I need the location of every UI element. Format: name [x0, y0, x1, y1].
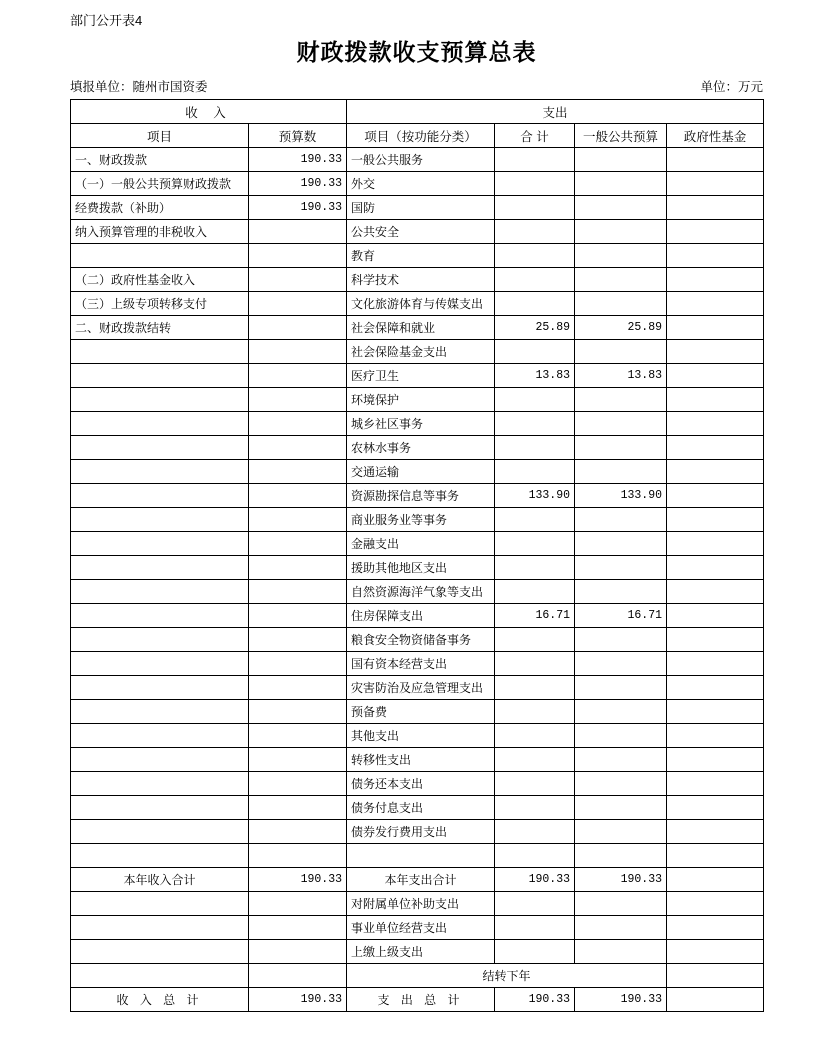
income-value-cell	[249, 724, 347, 748]
expense-fund-cell	[667, 340, 764, 364]
expense-fund-cell	[667, 244, 764, 268]
income-value-cell	[249, 772, 347, 796]
table-row	[71, 172, 764, 196]
income-item-cell	[71, 796, 249, 820]
group-header-row	[71, 100, 764, 124]
expense-item-cell: 文化旅游体育与传媒支出	[347, 292, 495, 316]
table-row	[71, 628, 764, 652]
expense-total-cell	[495, 676, 575, 700]
income-item-cell: （二）政府性基金收入	[71, 268, 249, 292]
expense-total-cell	[495, 460, 575, 484]
income-value-cell	[249, 508, 347, 532]
expense-item-cell: 援助其他地区支出	[347, 556, 495, 580]
income-value-cell	[249, 268, 347, 292]
table-row	[71, 508, 764, 532]
col-income-item: 项目	[71, 124, 249, 148]
expense-general-cell	[575, 292, 667, 316]
table-row	[71, 700, 764, 724]
expense-total-cell	[495, 532, 575, 556]
income-item-cell	[71, 724, 249, 748]
expense-fund-cell	[667, 628, 764, 652]
expense-total-cell	[495, 628, 575, 652]
expense-total-cell	[495, 268, 575, 292]
income-item-cell	[71, 700, 249, 724]
expense-item-cell: 农林水事务	[347, 436, 495, 460]
expense-total-cell	[495, 724, 575, 748]
expense-total-cell: 133.90	[495, 484, 575, 508]
expense-fund-cell	[667, 772, 764, 796]
income-item-cell	[71, 484, 249, 508]
table-row	[71, 364, 764, 388]
table-row	[71, 340, 764, 364]
income-item-cell: 纳入预算管理的非税收入	[71, 220, 249, 244]
expense-fund-cell	[667, 436, 764, 460]
income-total-value: 190.33	[249, 988, 347, 1012]
table-row	[71, 676, 764, 700]
expense-item-cell: 交通运输	[347, 460, 495, 484]
table-row	[71, 388, 764, 412]
income-item-cell	[71, 508, 249, 532]
expense-total-cell	[495, 580, 575, 604]
expense-total-cell	[495, 940, 575, 964]
expense-total-cell: 190.33	[495, 868, 575, 892]
expense-fund-cell	[667, 676, 764, 700]
expense-fund-cell	[667, 724, 764, 748]
expense-total-cell	[495, 892, 575, 916]
expense-fund-cell	[667, 940, 764, 964]
income-value-cell: 190.33	[249, 172, 347, 196]
income-value-cell	[249, 844, 347, 868]
column-header-row	[71, 124, 764, 148]
expense-item-cell: 城乡社区事务	[347, 412, 495, 436]
table-row	[71, 796, 764, 820]
expense-total-cell	[495, 172, 575, 196]
table-body	[71, 148, 764, 1012]
expense-total-cell	[495, 388, 575, 412]
income-item-cell	[71, 676, 249, 700]
expense-fund-cell	[667, 316, 764, 340]
expense-total-cell	[495, 508, 575, 532]
income-total-label: 收 入 总 计	[71, 988, 249, 1012]
income-value-cell	[249, 748, 347, 772]
income-item-cell	[71, 388, 249, 412]
income-item-cell	[71, 244, 249, 268]
expense-general-cell	[575, 556, 667, 580]
expense-fund-cell	[667, 868, 764, 892]
expense-general-cell	[575, 748, 667, 772]
expense-general-cell	[575, 892, 667, 916]
income-item-cell: 经费拨款（补助）	[71, 196, 249, 220]
income-item-cell	[71, 460, 249, 484]
income-item-cell	[71, 892, 249, 916]
income-value-cell	[249, 700, 347, 724]
expense-general-cell	[575, 820, 667, 844]
expense-general-cell	[575, 508, 667, 532]
expense-item-cell: 资源勘探信息等事务	[347, 484, 495, 508]
expense-total-cell: 13.83	[495, 364, 575, 388]
table-head	[71, 100, 764, 148]
expense-fund-cell	[667, 916, 764, 940]
expense-item-cell: 金融支出	[347, 532, 495, 556]
expense-fund-cell	[667, 748, 764, 772]
expense-total-cell: 16.71	[495, 604, 575, 628]
expense-total-value: 190.33	[495, 988, 575, 1012]
expense-total-cell	[495, 220, 575, 244]
expense-total-cell	[495, 412, 575, 436]
income-value-cell	[249, 436, 347, 460]
income-value-cell	[249, 244, 347, 268]
expense-fund-cell	[667, 604, 764, 628]
expense-fund-cell	[667, 364, 764, 388]
expense-total-cell	[495, 772, 575, 796]
expense-item-cell: 粮食安全物资储备事务	[347, 628, 495, 652]
table-row	[71, 748, 764, 772]
income-value-cell	[249, 676, 347, 700]
expense-fund-cell	[667, 508, 764, 532]
expense-fund-cell	[667, 292, 764, 316]
expense-item-cell: 转移性支出	[347, 748, 495, 772]
income-item-cell	[71, 916, 249, 940]
expense-fund-cell	[667, 268, 764, 292]
expense-item-cell: 债券发行费用支出	[347, 820, 495, 844]
table-row	[71, 532, 764, 556]
expenditure-group-header: 支出	[347, 100, 764, 124]
expense-fund-cell	[667, 652, 764, 676]
income-value-cell	[249, 796, 347, 820]
expense-item-cell: 事业单位经营支出	[347, 916, 495, 940]
expense-fund-cell	[667, 220, 764, 244]
income-item-cell: 本年收入合计	[71, 868, 249, 892]
expense-item-cell: 住房保障支出	[347, 604, 495, 628]
expense-fund-cell	[667, 412, 764, 436]
expense-general-cell	[575, 724, 667, 748]
expense-total-cell	[495, 292, 575, 316]
expense-general-cell	[575, 196, 667, 220]
budget-table	[70, 99, 764, 1012]
expense-general-cell: 16.71	[575, 604, 667, 628]
expense-total-cell	[495, 556, 575, 580]
page-title: 财政拨款收支预算总表	[296, 40, 537, 65]
income-value-cell	[249, 484, 347, 508]
expense-total-cell	[495, 796, 575, 820]
expense-total-cell	[495, 244, 575, 268]
income-value-cell	[249, 388, 347, 412]
expense-fund-cell	[667, 532, 764, 556]
income-value-cell	[249, 412, 347, 436]
expense-item-cell: 对附属单位补助支出	[347, 892, 495, 916]
income-value-cell	[249, 652, 347, 676]
table-row	[71, 652, 764, 676]
income-value-cell: 190.33	[249, 868, 347, 892]
income-item-cell: （三）上级专项转移支付	[71, 292, 249, 316]
expense-fund-cell	[667, 460, 764, 484]
income-value-cell	[249, 340, 347, 364]
expense-item-cell: 科学技术	[347, 268, 495, 292]
table-row	[71, 220, 764, 244]
expense-item-cell: 预备费	[347, 700, 495, 724]
expense-item-cell: 本年支出合计	[347, 868, 495, 892]
col-expense-fund: 政府性基金	[667, 124, 764, 148]
col-expense-total: 合 计	[495, 124, 575, 148]
income-value-cell	[249, 820, 347, 844]
table-row	[71, 892, 764, 916]
income-item-cell	[71, 340, 249, 364]
expense-item-cell: 债务还本支出	[347, 772, 495, 796]
expense-total-label: 支 出 总 计	[347, 988, 495, 1012]
income-item-cell	[71, 844, 249, 868]
table-row	[71, 916, 764, 940]
table-row	[71, 460, 764, 484]
expense-item-cell: 一般公共服务	[347, 148, 495, 172]
table-row	[71, 292, 764, 316]
expense-item-cell: 国防	[347, 196, 495, 220]
carryover-row	[71, 964, 764, 988]
expense-item-cell: 其他支出	[347, 724, 495, 748]
income-item-cell	[71, 628, 249, 652]
reporting-unit: 填报单位：随州市国资委	[70, 80, 208, 94]
table-row	[71, 556, 764, 580]
carryover-label-cell: 结转下年	[347, 964, 667, 988]
expense-general-cell	[575, 772, 667, 796]
expense-general-cell	[575, 940, 667, 964]
income-item-cell	[71, 652, 249, 676]
income-value-cell: 190.33	[249, 148, 347, 172]
income-item-cell	[71, 820, 249, 844]
expense-item-cell: 社会保障和就业	[347, 316, 495, 340]
expense-fund-cell	[667, 700, 764, 724]
col-expense-item: 项目（按功能分类）	[347, 124, 495, 148]
carryover-income-item-cell	[71, 964, 249, 988]
expense-total-cell: 25.89	[495, 316, 575, 340]
income-item-cell	[71, 556, 249, 580]
income-item-cell	[71, 940, 249, 964]
expense-item-cell: 国有资本经营支出	[347, 652, 495, 676]
income-value-cell	[249, 940, 347, 964]
income-value-cell	[249, 916, 347, 940]
expense-item-cell: 灾害防治及应急管理支出	[347, 676, 495, 700]
expense-item-cell: 上缴上级支出	[347, 940, 495, 964]
expense-total-cell	[495, 436, 575, 460]
expense-fund-cell	[667, 556, 764, 580]
table-row	[71, 436, 764, 460]
expense-total-cell	[495, 196, 575, 220]
income-item-cell	[71, 364, 249, 388]
expense-general-cell: 190.33	[575, 868, 667, 892]
income-value-cell	[249, 604, 347, 628]
expense-fund-total-value	[667, 988, 764, 1012]
expense-fund-cell	[667, 820, 764, 844]
table-row	[71, 844, 764, 868]
table-row	[71, 820, 764, 844]
expense-item-cell: 医疗卫生	[347, 364, 495, 388]
table-row	[71, 580, 764, 604]
expense-fund-cell	[667, 148, 764, 172]
table-row	[71, 940, 764, 964]
expense-general-cell	[575, 676, 667, 700]
expense-general-cell	[575, 148, 667, 172]
income-value-cell	[249, 628, 347, 652]
expense-general-cell	[575, 532, 667, 556]
expense-general-cell	[575, 628, 667, 652]
expense-general-cell	[575, 340, 667, 364]
expense-fund-cell	[667, 580, 764, 604]
table-row	[71, 244, 764, 268]
income-value-cell	[249, 292, 347, 316]
expense-general-cell	[575, 652, 667, 676]
income-item-cell	[71, 748, 249, 772]
table-row	[71, 868, 764, 892]
grand-total-row	[71, 988, 764, 1012]
form-code: 部门公开表4	[70, 13, 143, 28]
expense-general-cell	[575, 388, 667, 412]
expense-general-cell	[575, 700, 667, 724]
table-row	[71, 604, 764, 628]
expense-total-cell	[495, 148, 575, 172]
expense-general-cell	[575, 244, 667, 268]
expense-total-cell	[495, 340, 575, 364]
expense-item-cell: 教育	[347, 244, 495, 268]
income-item-cell	[71, 772, 249, 796]
expense-fund-cell	[667, 388, 764, 412]
income-value-cell: 190.33	[249, 196, 347, 220]
expense-item-cell	[347, 844, 495, 868]
expense-total-cell	[495, 700, 575, 724]
carryover-fund-cell	[667, 964, 764, 988]
income-item-cell	[71, 436, 249, 460]
expense-general-cell	[575, 412, 667, 436]
expense-total-cell	[495, 916, 575, 940]
income-value-cell	[249, 532, 347, 556]
expense-total-cell	[495, 844, 575, 868]
table-row	[71, 412, 764, 436]
expense-item-cell: 公共安全	[347, 220, 495, 244]
expense-fund-cell	[667, 796, 764, 820]
income-value-cell	[249, 892, 347, 916]
col-income-budget: 预算数	[249, 124, 347, 148]
income-value-cell	[249, 580, 347, 604]
income-item-cell	[71, 412, 249, 436]
expense-item-cell: 债务付息支出	[347, 796, 495, 820]
income-item-cell: （一）一般公共预算财政拨款	[71, 172, 249, 196]
expense-general-cell	[575, 460, 667, 484]
income-value-cell	[249, 220, 347, 244]
income-item-cell	[71, 604, 249, 628]
expense-general-cell: 133.90	[575, 484, 667, 508]
expense-general-cell	[575, 844, 667, 868]
income-item-cell	[71, 580, 249, 604]
expense-total-cell	[495, 748, 575, 772]
income-item-cell: 一、财政拨款	[71, 148, 249, 172]
income-value-cell	[249, 556, 347, 580]
expense-general-cell	[575, 436, 667, 460]
expense-fund-cell	[667, 484, 764, 508]
table-row	[71, 148, 764, 172]
expense-general-cell	[575, 580, 667, 604]
expense-item-cell: 外交	[347, 172, 495, 196]
meta-row	[70, 77, 763, 95]
expense-fund-cell	[667, 172, 764, 196]
table-row	[71, 772, 764, 796]
col-expense-general: 一般公共预算	[575, 124, 667, 148]
expense-general-cell	[575, 796, 667, 820]
income-value-cell	[249, 364, 347, 388]
expense-total-cell	[495, 652, 575, 676]
income-item-cell: 二、财政拨款结转	[71, 316, 249, 340]
income-value-cell	[249, 460, 347, 484]
expense-fund-cell	[667, 196, 764, 220]
table-row	[71, 268, 764, 292]
expense-item-cell: 商业服务业等事务	[347, 508, 495, 532]
expense-item-cell: 自然资源海洋气象等支出	[347, 580, 495, 604]
carryover-income-value-cell	[249, 964, 347, 988]
expense-general-total-value: 190.33	[575, 988, 667, 1012]
table-row	[71, 484, 764, 508]
amount-unit: 单位：万元	[700, 80, 763, 94]
expense-general-cell	[575, 220, 667, 244]
expense-fund-cell	[667, 892, 764, 916]
expense-general-cell	[575, 916, 667, 940]
income-group-header: 收 入	[71, 100, 347, 124]
income-value-cell	[249, 316, 347, 340]
table-row	[71, 724, 764, 748]
expense-fund-cell	[667, 844, 764, 868]
income-item-cell	[71, 532, 249, 556]
table-row	[71, 316, 764, 340]
expense-general-cell: 13.83	[575, 364, 667, 388]
expense-general-cell	[575, 172, 667, 196]
expense-total-cell	[495, 820, 575, 844]
expense-general-cell	[575, 268, 667, 292]
expense-item-cell: 环境保护	[347, 388, 495, 412]
expense-general-cell: 25.89	[575, 316, 667, 340]
table-row	[71, 196, 764, 220]
expense-item-cell: 社会保险基金支出	[347, 340, 495, 364]
